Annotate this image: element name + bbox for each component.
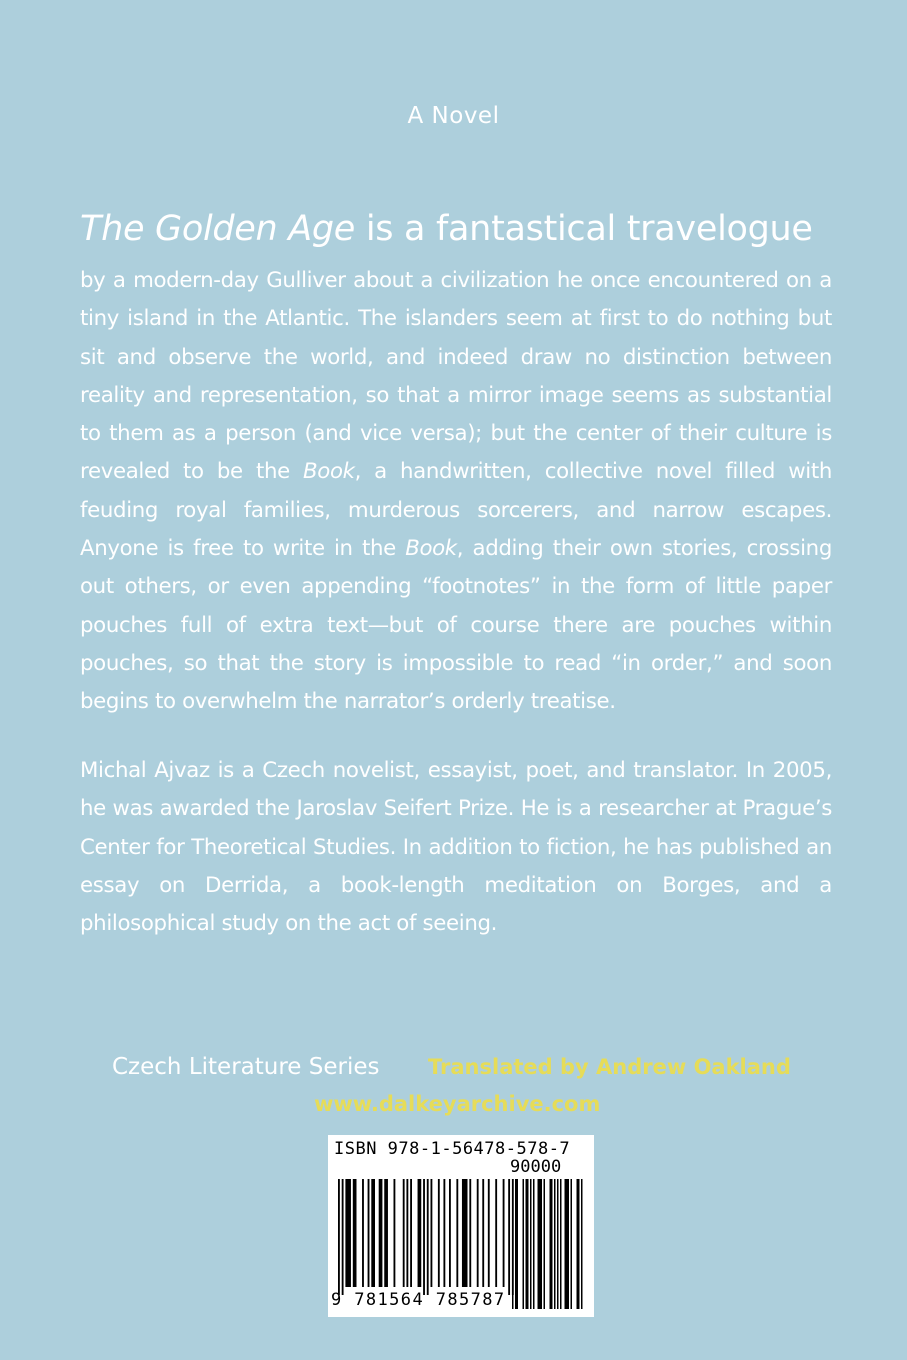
barcode-bar — [371, 1179, 375, 1287]
book-title: The Golden Age — [80, 209, 356, 249]
barcode-bar — [406, 1179, 408, 1287]
barcode-bar — [482, 1179, 484, 1287]
barcode-bar — [508, 1179, 510, 1295]
barcode-bar — [362, 1179, 364, 1287]
barcode-bar — [469, 1179, 471, 1287]
barcode-bar — [427, 1179, 429, 1295]
barcode-bar — [431, 1179, 433, 1287]
barcode-bar — [338, 1179, 340, 1295]
addon-bar — [550, 1179, 553, 1309]
barcode-bar — [418, 1179, 422, 1287]
barcode-bar — [449, 1179, 451, 1287]
addon-bar — [512, 1179, 514, 1309]
barcode-bar — [477, 1179, 479, 1287]
addon-bar — [577, 1179, 580, 1309]
blurb-part: , a handwritten, collective novel filled with feuding royal families, murderous sorcerers, and narrow escapes. Anyone is free to write in the — [80, 459, 832, 562]
addon-bar — [571, 1179, 573, 1309]
barcode-bar — [403, 1179, 405, 1287]
barcode-bar — [423, 1179, 425, 1295]
barcode-bar — [345, 1179, 351, 1287]
barcode-bar — [342, 1179, 344, 1295]
blurb-part-italic: Book — [303, 459, 355, 485]
addon-bar — [557, 1179, 559, 1309]
barcode-bar — [443, 1179, 445, 1287]
barcode-bar — [462, 1179, 468, 1287]
addon-bar — [530, 1179, 532, 1309]
addon-bar — [581, 1179, 583, 1309]
series-name: Czech Literature Series — [112, 1054, 380, 1080]
isbn-label: ISBN 978-1-56478-578-7 — [334, 1139, 571, 1159]
author-bio: Michal Ajvaz is a Czech novelist, essayist, poet, and translator. In 2005, he was awarded the Jaroslav Seifert Prize. He is a researcher at Prague’s Center for Theoretical Studies. In addition to fiction, he has published an essay on Derrida, a book-length meditation on Borges, and a philosophical study on the act of seeing. — [80, 758, 832, 937]
barcode-bar — [368, 1179, 370, 1287]
isbn-barcode — [328, 1135, 594, 1317]
barcode-bar — [503, 1179, 505, 1287]
publisher-website[interactable]: www.dalkeyarchive.com — [314, 1092, 601, 1116]
barcode-bar — [410, 1179, 412, 1287]
blurb-part-italic: Book — [405, 536, 457, 562]
addon-bar — [538, 1179, 543, 1309]
addon-bar — [544, 1179, 546, 1309]
barcode-bar — [495, 1179, 497, 1287]
addon-bar — [560, 1179, 562, 1309]
barcode-bar — [438, 1179, 440, 1287]
addon-bar — [515, 1179, 518, 1309]
lead-text: is a fantastical travelogue — [355, 209, 813, 249]
addon-bar — [533, 1179, 535, 1309]
barcode-bar — [488, 1179, 490, 1287]
ean-digits: 9 781564 785787 — [331, 1290, 506, 1310]
barcode-bar — [394, 1179, 396, 1287]
addon-bar — [526, 1179, 529, 1309]
barcode-bar — [456, 1179, 458, 1287]
barcode-bar — [353, 1179, 357, 1287]
addon-bar — [565, 1179, 570, 1309]
blurb-part: , adding their own stories, crossing out others, or even appending “footnotes” in the form of little paper pouches full of extra text—but of course there are pouches within pouches, so that the story is impossible to read “in order,” and soon begins to overwhelm the narrator’s orderly treatise. — [80, 536, 832, 715]
addon-bar — [523, 1179, 525, 1309]
barcode-bar — [379, 1179, 383, 1287]
blurb-part: by a modern-day Gulliver about a civilization he once encountered on a tiny island in the Atlantic. The islanders seem at first to do nothing but sit and observe the world, and indeed draw no distinction between reality and representation, so that a mirror image seems as substantial to them as a person (and vice versa); but the center of their culture is revealed to be the — [80, 268, 832, 485]
lead-sentence — [80, 206, 832, 252]
price-code: 90000 — [510, 1157, 562, 1177]
blurb-paragraph — [80, 262, 832, 722]
addon-bar — [554, 1179, 556, 1309]
barcode-bar — [384, 1179, 388, 1287]
subtitle: A Novel — [407, 103, 500, 129]
translator-credit: Translated by Andrew Oakland — [428, 1055, 791, 1079]
